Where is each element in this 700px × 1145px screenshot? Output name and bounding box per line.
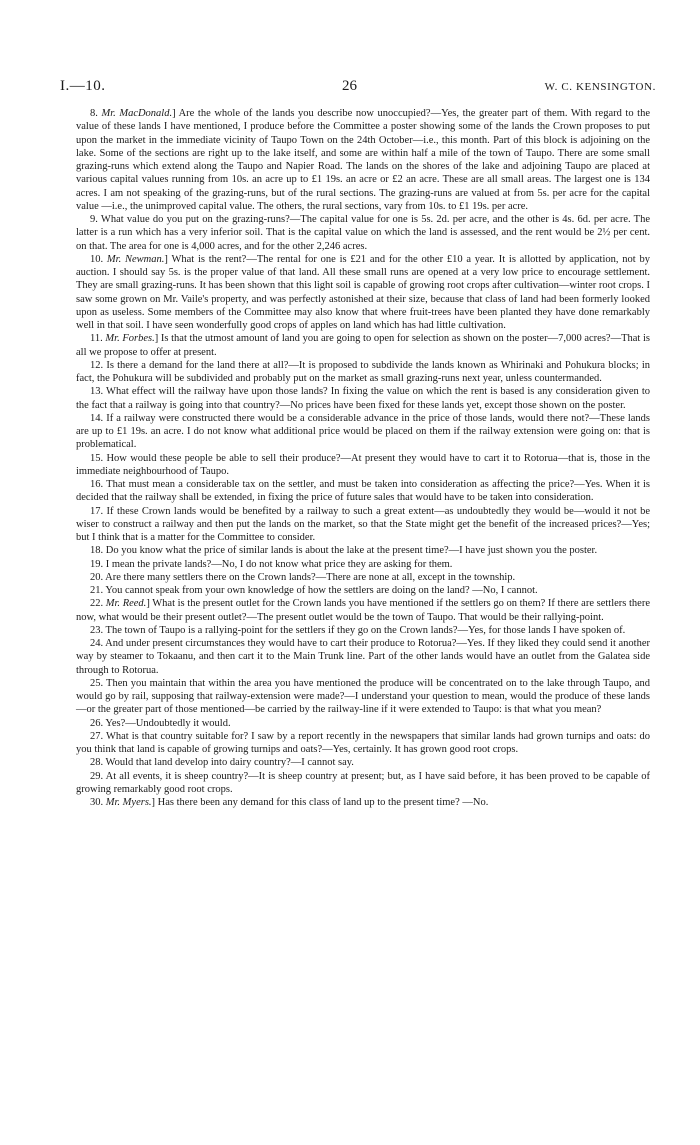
paragraph-text: 21. You cannot speak from your own knowledge of how the settlers are doing on the land? —No, I cannot. [90,585,538,596]
speaker-label: 22. Mr. Reed.] [90,598,150,610]
testimony-paragraph [76,571,650,584]
paragraph-text: 23. The town of Taupo is a rallying-point for the settlers if they go on the Crown lands?—Yes, for those lands I have spoken of. [90,624,626,636]
testimony-paragraph [76,452,650,479]
witness-name: W. C. KENSINGTON. [544,81,656,93]
testimony-paragraph [76,478,650,505]
testimony-paragraph [76,332,650,359]
paragraph-text: 12. Is there a demand for the land there at all?—It is proposed to subdivide the lands known as Whirinaki and Pohukura blocks; in fact, the Pohukura will be subdivided and probably put on the market as small grazing-runs next year, unless countermanded. [76,359,650,384]
paragraph-text: What is the rent?—The rental for one is £21 and for the other £10 a year. It is allotted by application, not by auction. I should say 5s. is the proper value of that land. All these small runs are opened at a very low price to encourage settlement. They are small grazing-runs. It has been shown that this light soil is capable of growing root crops after cultivation—winter root crops. I saw some grown on Mr. Vaile's property, and was perfectly astonished at their size, because that class of land had been formerly looked upon as useless. Some members of the Committee may also know that where fruit-trees have been planted they have done remarkably well in that soil. I have seen wonderfully good crops of apples on land which has had little cultivation. [76,253,650,331]
paragraph-text: 15. How would these people be able to sell their produce?—At present they would have to cart it to Rotorua—that is, those in the immediate neighbourhood of Taupo. [76,452,650,477]
paragraph-text: Has there been any demand for this class of land up to the present time? —No. [155,797,489,808]
page-number: 26 [342,78,357,94]
testimony-paragraph [76,597,650,624]
paragraph-text: 28. Would that land develop into dairy country?—I cannot say. [90,757,354,769]
paragraph-text: 17. If these Crown lands would be benefited by a railway to such a great extent—as undoubtedly they would be—would it not be wiser to construct a railway and then put the lands on the market, so that the State might get the benefit of the increased prices?—Yes; but I think that is a matter for the Committee to consider. [76,505,650,543]
speaker-label: 30. Mr. Myers.] [90,797,156,808]
paragraph-text: 13. What effect will the railway have upon those lands? In fixing the value on which the rent is based is any consideration given to the fact that a railway is going into that country?—No prices have been fixed for these lands yet, except those shown on the poster. [76,386,650,411]
testimony-paragraph [76,756,650,769]
testimony-paragraph [76,637,650,677]
paragraph-text: 29. At all events, it is sheep country?—It is sheep country at present; but, as I have said before, it has been proved to be capable of growing remarkably good root crops. [76,770,650,795]
testimony-paragraph [76,412,650,452]
testimony-paragraph [76,385,650,412]
paragraph-text: 18. Do you know what the price of similar lands is about the lake at the present time?—I have just shown you the poster. [90,545,598,557]
speaker-label: 8. Mr. MacDonald.] [90,108,176,119]
testimony-paragraph [76,796,650,809]
testimony-paragraph [76,584,650,597]
paragraph-text: 19. I mean the private lands?—No, I do not know what price they are asking for them. [90,558,453,570]
testimony-paragraph [76,558,650,571]
testimony-paragraph [76,730,650,757]
testimony-paragraph [76,107,650,213]
speaker-label: 10. Mr. Newman.] [90,253,168,265]
paragraph-text: 20. Are there many settlers there on the Crown lands?—There are none at all, except in the township. [90,571,516,583]
testimony-paragraph [76,717,650,730]
testimony-body [76,107,650,809]
paragraph-text: Are the whole of the lands you describe now unoccupied?—Yes, the greater part of them. With regard to the value of these lands I have mentioned, I produce before the Committee a poster showing some of the lands the Crown proposes to put upon the market in the immediate vicinity of Taupo Town on the 24th October—i.e., this month. Part of this block is adjoining on the lake. Some of the sections are right up to the lake itself, and some are within half a mile of the town of Taupo. There are some small grazing-runs which extend along the Taupo and Napier Road. The lands on the shores of the lake and adjoining Taupo are placed at various capital values running from 10s. an acre up to £1 19s. an acre or £2 an acre. These are all small areas. The largest one is 134 acres. I am not speaking of the grazing-runs, but of the rural sections. The grazing-runs are valued at from 5s. per acre for the capital value —i.e., the unimproved capital value. The others, the rural sections, vary from 10s. to £1 19s. per acre. [76,108,650,212]
paragraph-text: 24. And under present circumstances they would have to cart their produce to Rotorua?—Yes. If they liked they could send it another way by steamer to Tokaanu, and then cart it to the Main Trunk line. Part of the other lands would have an outlet from the Galatea side through to Rotorua. [76,638,650,676]
paragraph-text: 26. Yes?—Undoubtedly it would. [90,717,231,729]
speaker-label: 11. Mr. Forbes.] [90,333,159,345]
paragraph-text: Is that the utmost amount of land you are going to open for selection as shown on the poster—7,000 acres?—That is all we propose to offer at present. [76,333,650,358]
paragraph-text: What is the present outlet for the Crown lands you have mentioned if the settlers go on them? If there are settlers there now, what would be their present outlet?—The present outlet would be the town of Taupo. That would be their rallying-point. [76,598,651,623]
testimony-paragraph [76,505,650,545]
paragraph-text: 9. What value do you put on the grazing-runs?—The capital value for one is 5s. 2d. per acre, and the other is 4s. 6d. per acre. The latter is a run which has a very inferior soil. That is the capital value on which the land is assessed, and the rent would be 2½ per cent. on that. The area for one is 4,000 acres, and for the other 2,246 acres. [76,214,650,252]
testimony-paragraph [76,624,650,637]
paragraph-text: 14. If a railway were constructed there would be a considerable advance in the price of those lands, would there not?—These lands are up to £1 19s. an acre. I do not know what additional price would be placed on them if the railway extension were going on: that is problematical. [76,412,650,451]
page-header [60,78,656,98]
paragraph-text: 25. Then you maintain that within the area you have mentioned the produce will be concentrated on to the lake through Taupo, and would go by rail, supposing that railway-extension were made?—I understand your question to mean, would the produce of these lands—or the greater part of those mentioned—be carried by the railway-line if it were extended to Taupo: is that what you mean? [76,677,650,716]
testimony-paragraph [76,359,650,386]
document-reference: I.—10. [60,78,106,94]
testimony-paragraph [76,253,650,333]
paragraph-text: 27. What is that country suitable for? I saw by a report recently in the newspapers that similar lands had grown turnips and oats: do you think that land is capable of growing turnips and oats?—Yes, certainly. It has grown good root crops. [76,730,650,755]
testimony-paragraph [76,677,650,717]
paragraph-text: 16. That must mean a considerable tax on the settler, and must be taken into consideration as affecting the price?—Yes. When it is decided that the railway shall be extended, in fixing the price of future sales that would have to be taken into consideration. [76,479,650,504]
testimony-paragraph [76,770,650,797]
testimony-paragraph [76,544,650,557]
testimony-paragraph [76,213,650,253]
